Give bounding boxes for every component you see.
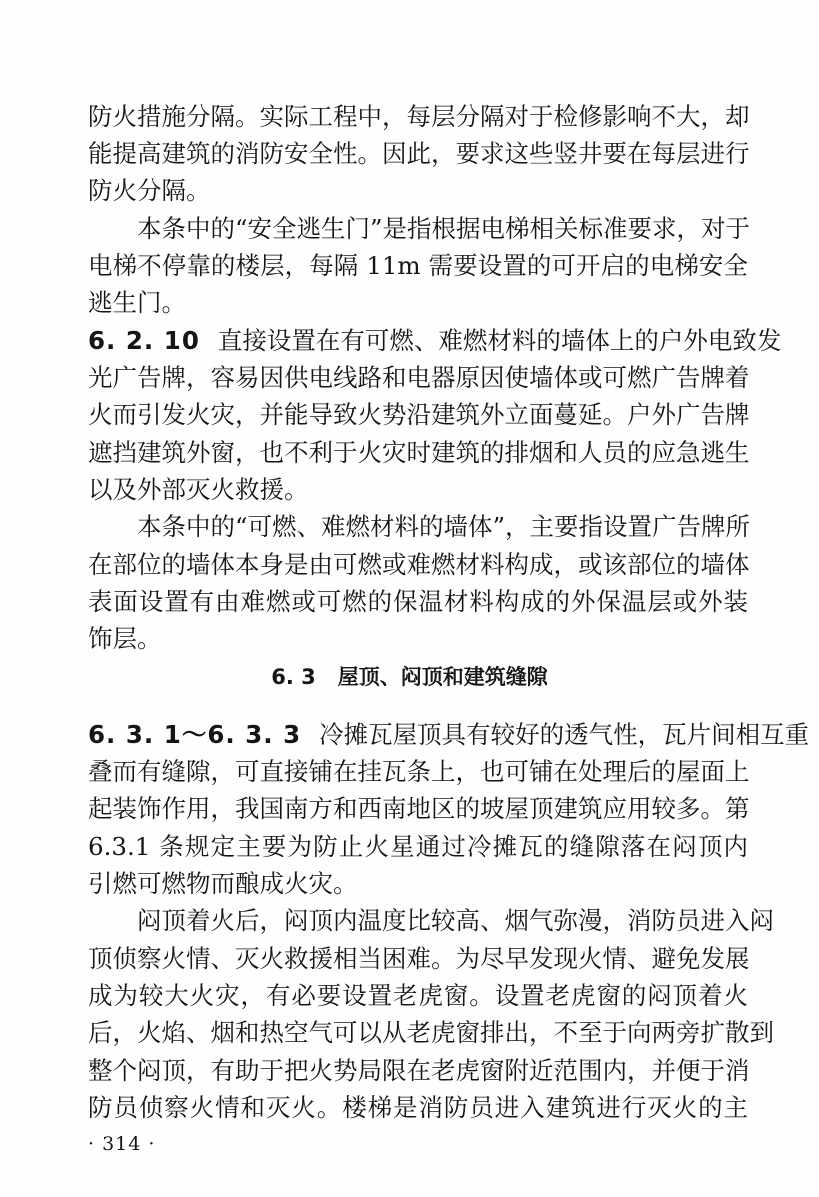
text-line: 直接设置在有可燃、难燃材料的墙体上的户外电致发 (217, 326, 782, 355)
page-number: · 314 · (88, 1133, 156, 1155)
section-number: 6. 3 (271, 665, 316, 689)
text-line: 电梯不停靠的楼层，每隔 11m 需要设置的可开启的电梯安全 (88, 251, 748, 280)
text-line: 冷摊瓦屋顶具有较好的透气性，瓦片间相互重 (319, 720, 810, 749)
clause-6-2-10-line (88, 324, 782, 358)
text-line: 起装饰作用，我国南方和西南地区的坡屋顶建筑应用较多。第 (88, 794, 750, 823)
text-line: 6.3.1 条规定主要为防止火星通过冷摊瓦的缝隙落在闷顶内 (88, 832, 748, 861)
text-line: 饰层。 (88, 624, 162, 653)
text-line: 火而引发火灾，并能导致火势沿建筑外立面蔓延。户外广告牌 (88, 400, 750, 429)
text-line: 逃生门。 (88, 288, 186, 317)
text-line: 在部位的墙体本身是由可燃或难燃材料构成，或该部位的墙体 (88, 550, 750, 579)
clause-6-3-1-line (88, 718, 810, 752)
text-line: 后，火焰、烟和热空气可以从老虎窗排出，不至于向两旁扩散到 (88, 1018, 774, 1047)
text-line: 顶侦察火情、灭火救援相当困难。为尽早发现火情、避免发展 (88, 944, 750, 973)
text-line: 本条中的“可燃、难燃材料的墙体”，主要指设置广告牌所 (137, 512, 751, 541)
text-line: 整个闷顶，有助于把火势局限在老虎窗附近范围内，并便于消 (88, 1056, 750, 1085)
clause-number: 6. 2. 10 (88, 326, 200, 355)
text-line: 光广告牌，容易因供电线路和电器原因使墙体或可燃广告牌着 (88, 363, 750, 392)
text-line: 防火措施分隔。实际工程中，每层分隔对于检修影响不大，却 (88, 102, 750, 131)
text-line: 闷顶着火后，闷顶内温度比较高、烟气弥漫，消防员进入闷 (137, 906, 774, 935)
text-line: 表面设置有由难燃或可燃的保温材料构成的外保温层或外装 (88, 587, 748, 616)
text-line: 能提高建筑的消防安全性。因此，要求这些竖井要在每层进行 (88, 139, 750, 168)
text-line: 防员侦察火情和灭火。楼梯是消防员进入建筑进行灭火的主 (88, 1093, 748, 1122)
text-line: 遮挡建筑外窗，也不利于火灾时建筑的排烟和人员的应急逃生 (88, 438, 750, 467)
text-line: 引燃可燃物而酿成火灾。 (88, 869, 358, 898)
text-line: 叠而有缝隙，可直接铺在挂瓦条上，也可铺在处理后的屋面上 (88, 757, 750, 786)
text-line: 防火分隔。 (88, 176, 211, 205)
section-heading (0, 660, 819, 694)
section-title: 屋顶、闷顶和建筑缝隙 (337, 665, 548, 689)
text-line: 本条中的“安全逃生门”是指根据电梯相关标准要求，对于 (137, 214, 751, 243)
text-line: 以及外部灭火救援。 (88, 475, 309, 504)
text-line: 成为较大火灾，有必要设置老虎窗。设置老虎窗的闷顶着火 (88, 981, 748, 1010)
clause-number: 6. 3. 1～6. 3. 3 (88, 720, 302, 749)
